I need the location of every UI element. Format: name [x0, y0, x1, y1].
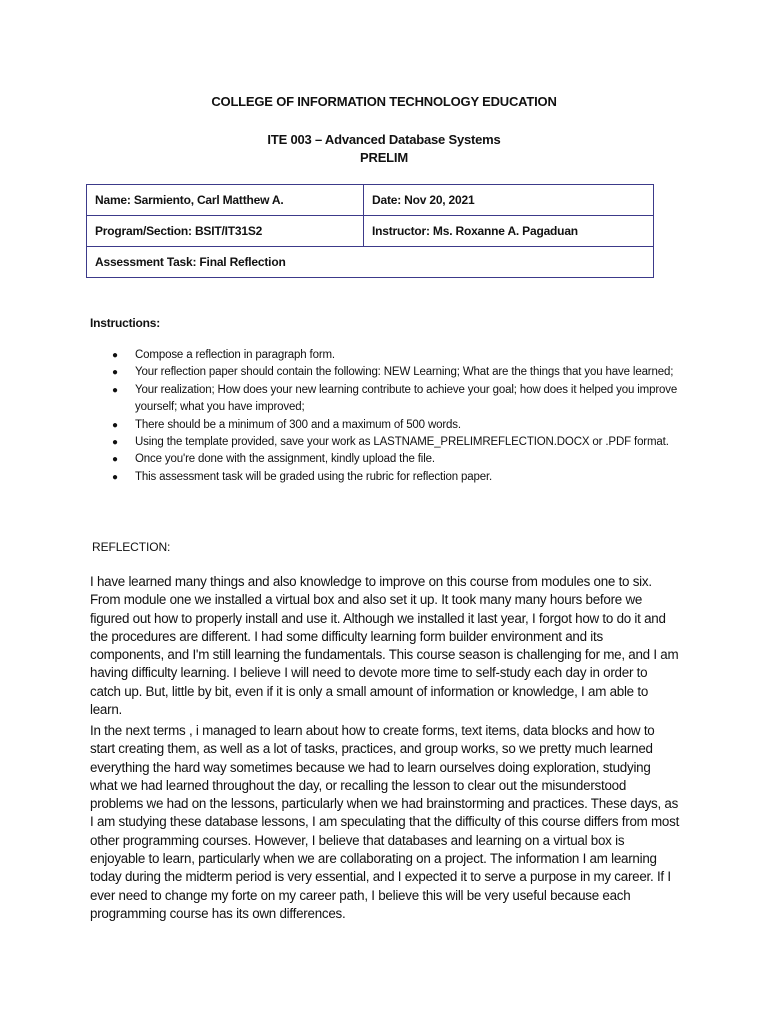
instruction-text: Your realization; How does your new learning contribute to achieve your goal; how does it helped you improve yourself; what you have improved;	[135, 383, 678, 414]
reflection-paragraph: I have learned many things and also knowledge to improve on this course from modules one to six. From module one we installed a virtual box and also set it up. It took many many hours before we figured out how to properly install and use it. Although we installed it last year, I forgot how to do it and the procedures are different. I had some difficulty learning form builder environment and its components, and I'm still learning the fundamentals. This course season is challenging for me, and I am having difficulty learning. I believe I will need to devote more time to self-study each day in order to catch up. But, little by bit, even if it is only a small amount of information or knowledge, I am able to learn.	[90, 574, 679, 718]
course-title: ITE 003 – Advanced Database Systems	[267, 132, 501, 147]
list-item	[90, 417, 690, 434]
instructions-list	[90, 347, 690, 486]
instruction-text: This assessment task will be graded using the rubric for reflection paper.	[135, 470, 493, 483]
list-item	[90, 364, 690, 381]
instructions-heading: Instructions:	[90, 316, 161, 330]
info-row	[87, 185, 654, 216]
list-item	[90, 382, 690, 417]
bullet-icon: ●	[112, 454, 118, 466]
instruction-text: There should be a minimum of 300 and a maximum of 500 words.	[135, 418, 461, 431]
date-cell: Date: Nov 20, 2021	[364, 185, 654, 216]
term-label: PRELIM	[360, 150, 408, 165]
bullet-icon: ●	[112, 437, 118, 449]
instruction-text: Once you're done with the assignment, kindly upload the file.	[135, 453, 435, 466]
list-item	[90, 469, 690, 486]
reflection-paragraph: In the next terms , i managed to learn about how to create forms, text items, data blocks and how to start creating them, as well as a lot of tasks, practices, and group works, so we pretty much learned everything the hard way sometimes because we had to learn ourselves doing exploration, studying what we had learned throughout the day, or recalling the lesson to clear out the misunderstood problems we had on the lessons, particularly when we had brainstorming and practices. These days, as I am studying these database lessons, I am speculating that the difficulty of this course differs from most other programming courses. However, I believe that databases and learning on a virtual box is enjoyable to learn, particularly when we are collaborating on a project. The information I am learning today during the midterm period is very essential, and I expected it to serve a purpose in my career. If I ever need to change my forte on my career path, I believe this will be very useful because each programming course has its own differences.	[90, 723, 680, 921]
name-cell: Name: Sarmiento, Carl Matthew A.	[87, 185, 364, 216]
list-item	[90, 347, 690, 364]
student-info-table	[86, 184, 654, 278]
bullet-icon: ●	[112, 384, 118, 396]
bullet-icon: ●	[112, 419, 118, 431]
college-title: COLLEGE OF INFORMATION TECHNOLOGY EDUCATION	[211, 94, 557, 109]
list-item	[90, 451, 690, 468]
info-row	[87, 247, 654, 278]
instructor-cell: Instructor: Ms. Roxanne A. Pagaduan	[364, 216, 654, 247]
info-row	[87, 216, 654, 247]
instruction-text: Your reflection paper should contain the following: NEW Learning; What are the things that you have learned;	[135, 366, 674, 379]
program-section-cell: Program/Section: BSIT/IT31S2	[87, 216, 364, 247]
list-item	[90, 434, 690, 451]
bullet-icon: ●	[112, 367, 118, 379]
bullet-icon: ●	[112, 471, 118, 483]
instruction-text: Compose a reflection in paragraph form.	[135, 349, 335, 361]
assessment-task-cell: Assessment Task: Final Reflection	[87, 247, 654, 278]
reflection-heading: REFLECTION:	[92, 540, 171, 554]
bullet-icon: ●	[112, 350, 118, 361]
instruction-text: Using the template provided, save your work as LASTNAME_PRELIMREFLECTION.DOCX or .PDF format.	[135, 436, 669, 449]
